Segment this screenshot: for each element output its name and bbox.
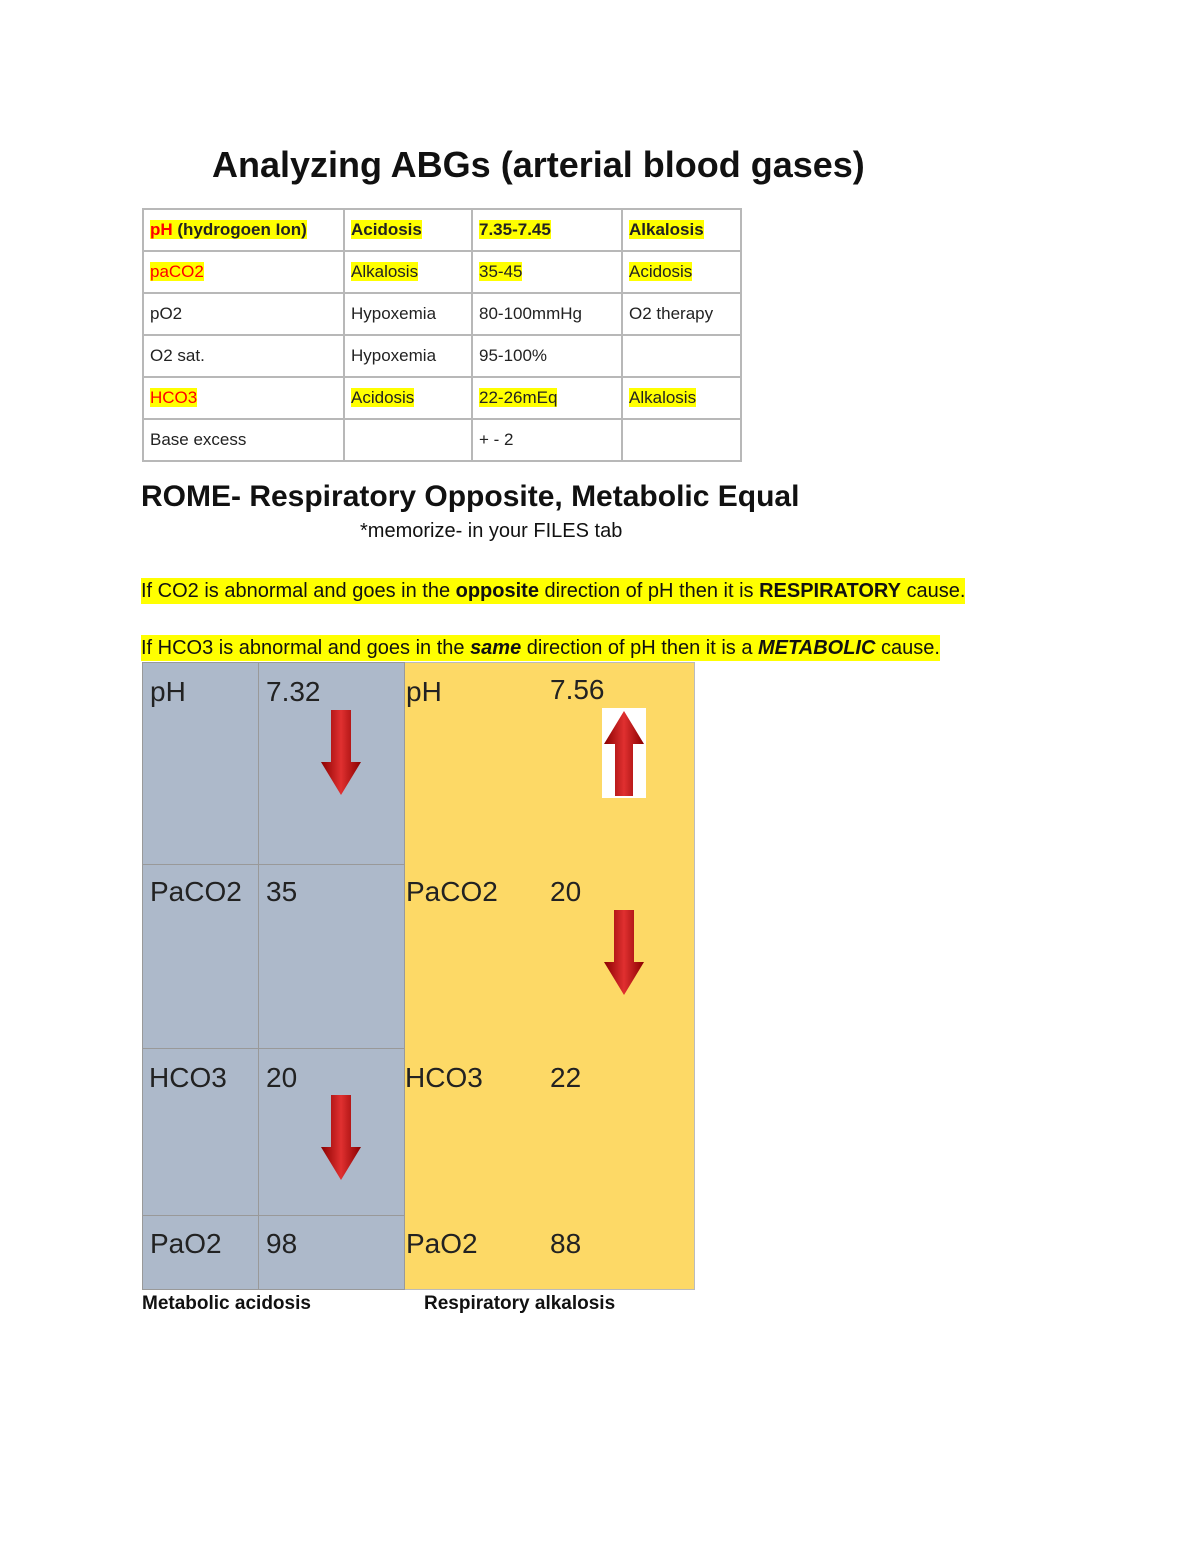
left-value: 98 xyxy=(266,1228,298,1259)
left-label: PaCO2 xyxy=(150,876,242,907)
cell: Alkalosis xyxy=(629,388,697,407)
right-label: PaCO2 xyxy=(406,876,498,907)
left-value: 7.32 xyxy=(266,676,321,707)
table-row xyxy=(143,251,741,293)
arrow-down-icon xyxy=(320,710,362,796)
abg-examples xyxy=(142,662,695,1290)
right-value: 88 xyxy=(550,1228,582,1259)
cell: 35-45 xyxy=(479,262,523,281)
cell: Alkalosis xyxy=(351,262,419,281)
text: If CO2 is abnormal and goes in the xyxy=(141,580,456,602)
cell xyxy=(622,335,741,377)
left-label: pH xyxy=(150,676,186,707)
cell-label: pO2 xyxy=(143,293,344,335)
ph-desc: (hydrogoen Ion) xyxy=(172,220,307,239)
cell-label: HCO3 xyxy=(150,388,198,407)
emphasis: METABOLIC xyxy=(758,637,876,659)
cell xyxy=(344,419,472,461)
rome-heading: ROME- Respiratory Opposite, Metabolic Equal xyxy=(141,480,800,513)
table-row xyxy=(143,377,741,419)
cell: + - 2 xyxy=(472,419,622,461)
cell-label xyxy=(150,220,307,239)
cell: Hypoxemia xyxy=(344,335,472,377)
table-row xyxy=(143,419,741,461)
memorize-note: *memorize- in your FILES tab xyxy=(360,520,623,542)
text: direction of pH then it is xyxy=(538,580,760,602)
right-value: 20 xyxy=(550,876,582,907)
left-value: 35 xyxy=(266,876,298,907)
arrow-down-icon xyxy=(603,910,645,996)
cell: Acidosis xyxy=(351,220,422,239)
arrow-down-icon xyxy=(320,1095,362,1181)
text: If HCO3 is abnormal and goes in the xyxy=(141,637,471,659)
left-value: 20 xyxy=(266,1062,298,1093)
cell: O2 therapy xyxy=(622,293,741,335)
abg-reference-table xyxy=(142,208,742,462)
ph-label: pH xyxy=(150,220,173,239)
right-label: HCO3 xyxy=(405,1062,483,1093)
page-title: Analyzing ABGs (arterial blood gases) xyxy=(212,144,865,185)
cell: 22-26mEq xyxy=(479,388,558,407)
cell: 7.35-7.45 xyxy=(479,220,551,239)
cell: Hypoxemia xyxy=(344,293,472,335)
right-label: PaO2 xyxy=(406,1228,478,1259)
table-row xyxy=(143,335,741,377)
metabolic-rule xyxy=(141,635,940,661)
cell: Acidosis xyxy=(629,262,693,281)
arrow-up-icon xyxy=(602,708,646,798)
left-label: PaO2 xyxy=(150,1228,222,1259)
cell: Acidosis xyxy=(351,388,415,407)
text: cause. xyxy=(875,637,940,659)
text: direction of pH then it is a xyxy=(521,637,759,659)
table-row xyxy=(143,293,741,335)
right-label: pH xyxy=(406,676,442,707)
cell-label: Base excess xyxy=(143,419,344,461)
metabolic-acidosis-caption: Metabolic acidosis xyxy=(142,1293,311,1314)
respiratory-rule xyxy=(141,578,965,604)
cell xyxy=(622,419,741,461)
emphasis: RESPIRATORY xyxy=(759,580,901,602)
cell: 80-100mmHg xyxy=(472,293,622,335)
table-row xyxy=(143,209,741,251)
text: cause. xyxy=(900,580,966,602)
respiratory-alkalosis-panel xyxy=(404,662,695,1290)
emphasis: same xyxy=(470,637,522,659)
right-value: 7.56 xyxy=(550,674,605,705)
right-value: 22 xyxy=(550,1062,582,1093)
cell-label: paCO2 xyxy=(150,262,204,281)
cell: Alkalosis xyxy=(629,220,704,239)
left-label: HCO3 xyxy=(149,1062,227,1093)
cell: 95-100% xyxy=(472,335,622,377)
emphasis: opposite xyxy=(455,580,539,602)
respiratory-alkalosis-caption: Respiratory alkalosis xyxy=(424,1293,616,1314)
cell-label: O2 sat. xyxy=(143,335,344,377)
